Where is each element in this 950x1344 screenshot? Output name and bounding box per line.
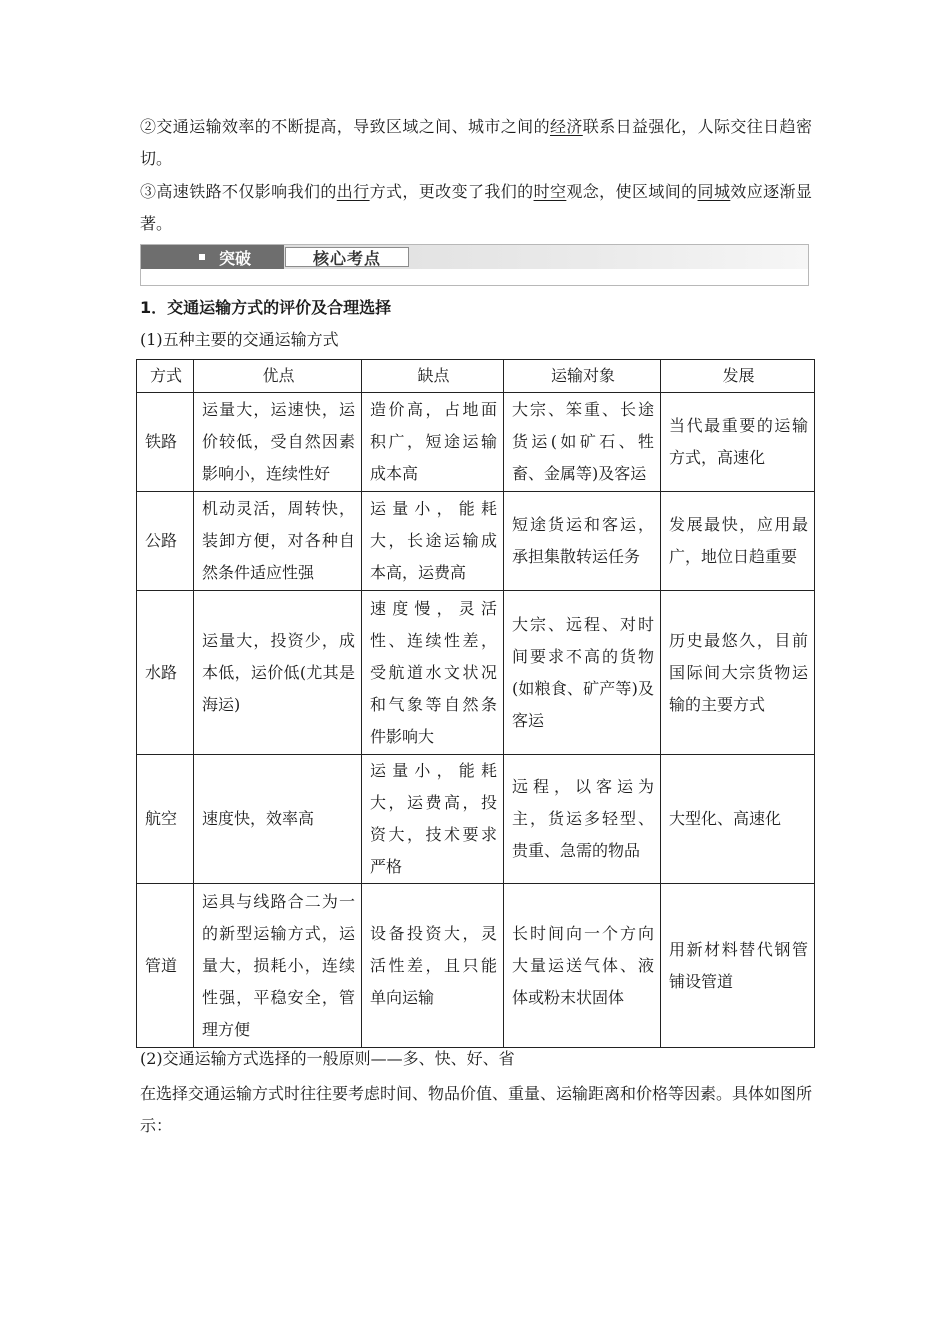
table-row [137, 591, 815, 755]
table-cell: 运具与线路合二为一的新型运输方式，运量大，损耗小，连续性强，平稳安全，管理方便 [194, 884, 362, 1048]
table-cell: 历史最悠久，目前国际间大宗货物运输的主要方式 [661, 591, 815, 755]
mode-cell: 航空 [137, 755, 194, 884]
table-cell: 用新材料替代钢管铺设管道 [661, 884, 815, 1048]
table-row [137, 492, 815, 591]
table-cell: 运量大，投资少，成本低，运价低(尤其是海运) [194, 591, 362, 755]
table-cell: 长时间向一个方向大量运送气体、液体或粉末状固体 [504, 884, 661, 1048]
table-cell: 速度慢，灵活性、连续性差，受航道水文状况和气象等自然条件影响大 [362, 591, 504, 755]
table-cell: 大宗、远程、对时间要求不高的货物(如粮食、矿产等)及客运 [504, 591, 661, 755]
table-row [137, 884, 815, 1048]
banner-tag-breakthrough: 突破 [141, 245, 284, 269]
table-row [137, 393, 815, 492]
intro-paragraph-1: ②交通运输效率的不断提高，导致区域之间、城市之间的经济联系日益强化，人际交往日趋密切。 [140, 117, 812, 168]
table-cell: 远程，以客运为主，货运多轻型、贵重、急需的物品 [504, 755, 661, 884]
intro-paragraph-2: ③高速铁路不仅影响我们的出行方式，更改变了我们的时空观念，使区域间的同城效应逐渐显著。 [140, 182, 812, 233]
table-cell: 机动灵活，周转快，装卸方便，对各种自然条件适应性强 [194, 492, 362, 591]
table-cell: 大型化、高速化 [661, 755, 815, 884]
section-banner [140, 244, 809, 286]
underlined-keyword: 时空 [533, 182, 567, 201]
principle-title: (2)交通运输方式选择的一般原则——多、快、好、省 [140, 1049, 515, 1068]
column-header: 运输对象 [504, 360, 661, 393]
table-cell: 短途货运和客运，承担集散转运任务 [504, 492, 661, 591]
section-title: 1．交通运输方式的评价及合理选择 [140, 298, 392, 317]
column-header: 方式 [137, 360, 194, 393]
table-cell: 造价高，占地面积广，短途运输成本高 [362, 393, 504, 492]
table-cell: 发展最快，应用最广，地位日趋重要 [661, 492, 815, 591]
mode-cell: 水路 [137, 591, 194, 755]
underlined-keyword: 出行 [336, 182, 370, 201]
banner-tag-core-points: 核心考点 [285, 247, 409, 267]
column-header: 发展 [661, 360, 815, 393]
table-cell: 速度快，效率高 [194, 755, 362, 884]
table-cell: 运量大，运速快，运价较低，受自然因素影响小，连续性好 [194, 393, 362, 492]
table-cell: 运量小，能耗大，长途运输成本高，运费高 [362, 492, 504, 591]
transport-modes-table [136, 359, 815, 1048]
mode-cell: 铁路 [137, 393, 194, 492]
principle-body: 在选择交通运输方式时往往要考虑时间、物品价值、重量、运输距离和价格等因素。具体如图所示： [140, 1084, 813, 1135]
column-header: 优点 [194, 360, 362, 393]
underlined-keyword: 经济 [549, 117, 583, 136]
mode-cell: 公路 [137, 492, 194, 591]
underlined-keyword: 同城 [697, 182, 731, 201]
table-cell: 大宗、笨重、长途货运(如矿石、牲畜、金属等)及客运 [504, 393, 661, 492]
table-cell: 运量小，能耗大，运费高，投资大，技术要求严格 [362, 755, 504, 884]
table-header-row [137, 360, 815, 393]
section-subtitle: (1)五种主要的交通运输方式 [140, 330, 339, 349]
column-header: 缺点 [362, 360, 504, 393]
table-cell: 设备投资大，灵活性差，且只能单向运输 [362, 884, 504, 1048]
mode-cell: 管道 [137, 884, 194, 1048]
table-row [137, 755, 815, 884]
bullet-square-icon [199, 254, 205, 260]
table-cell: 当代最重要的运输方式，高速化 [661, 393, 815, 492]
